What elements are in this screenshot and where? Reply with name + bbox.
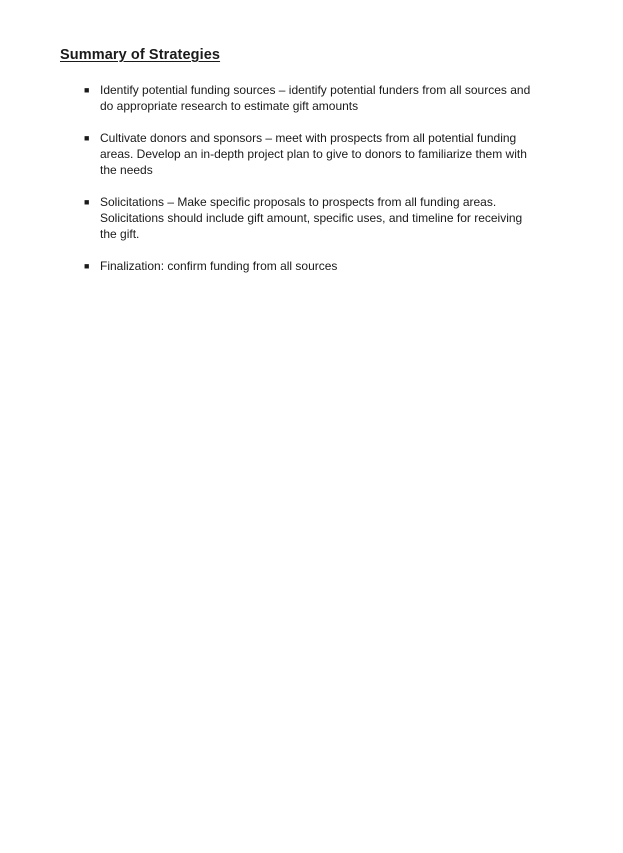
strategy-list <box>78 82 558 290</box>
bullet-icon: ■ <box>84 133 90 143</box>
bullet-icon: ■ <box>84 197 90 207</box>
page-title: Summary of Strategies <box>60 47 221 63</box>
bullet-icon: ■ <box>84 85 90 95</box>
strategy-text: Finalization: confirm funding from all sources <box>100 259 338 273</box>
list-item <box>78 82 558 114</box>
strategy-text: Solicitations – Make specific proposals to prospects from all funding areas. Solicitations should include gift amount, specific uses, and timeline for receiving the gift. <box>100 195 523 241</box>
list-item <box>78 194 558 242</box>
list-item <box>78 130 558 178</box>
strategy-text: Identify potential funding sources – identify potential funders from all sources and do appropriate research to estimate gift amounts <box>100 83 531 113</box>
bullet-icon: ■ <box>84 261 90 271</box>
strategy-text: Cultivate donors and sponsors – meet with prospects from all potential funding areas. Develop an in-depth project plan to give to donors to familiarize them with the needs <box>100 131 527 177</box>
list-item <box>78 258 558 274</box>
